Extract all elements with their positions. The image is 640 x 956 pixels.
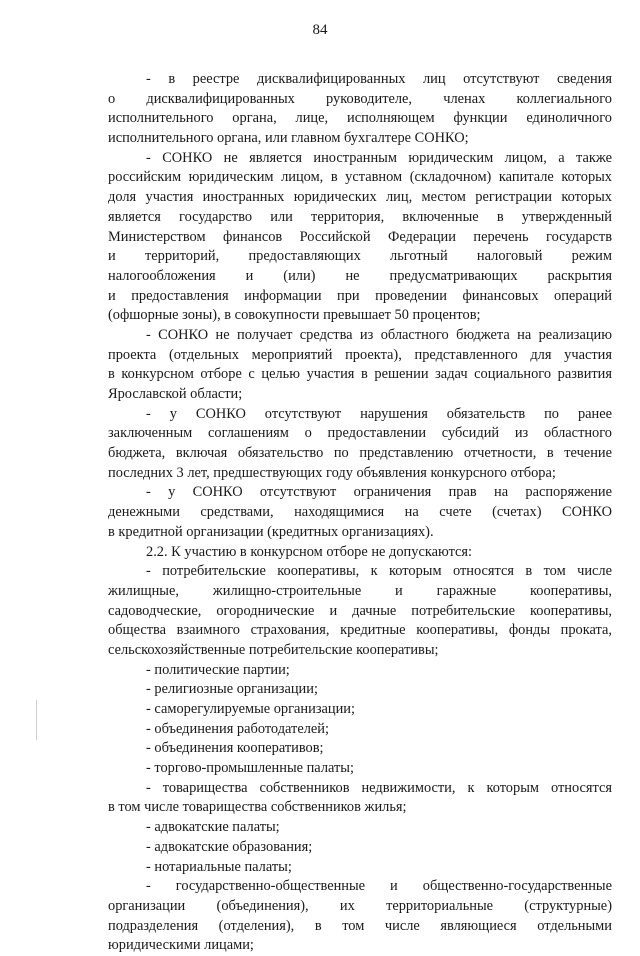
text-line: - адвокатские образования; xyxy=(146,838,313,855)
text-line: - торгово-промышленные палаты; xyxy=(146,760,354,777)
text-line: организации (объединения), их территориальные (структурные) xyxy=(108,897,612,914)
text-line: является государство или территория, включенные в утвержденный xyxy=(108,208,612,225)
text-line: - у СОНКО отсутствуют нарушения обязательств по ранее xyxy=(146,405,612,422)
text-line: - адвокатские палаты; xyxy=(146,819,280,836)
text-line: садоводческие, огороднические и дачные потребительские кооперативы, xyxy=(108,602,612,619)
text-line: последних 3 лет, предшествующих году объявления конкурсного отбора; xyxy=(108,464,556,481)
text-line: и предоставления информации при проведении финансовых операций xyxy=(108,287,612,304)
text-line: Ярославской области; xyxy=(108,386,243,402)
text-line: бюджета, включая обязательство по представлению отчетности, в течение xyxy=(108,445,612,462)
document-body xyxy=(108,70,612,956)
text-line: - саморегулируемые организации; xyxy=(146,701,355,717)
text-line: 2.2. К участию в конкурсном отборе не допускаются: xyxy=(146,543,473,560)
text-line: исполнительного органа, лице, исполняющем функции единоличного xyxy=(108,110,612,127)
text-line: - в реестре дисквалифицированных лиц отсутствуют сведения xyxy=(146,71,612,87)
text-line: исполнительного органа, или главном бухгалтере СОНКО; xyxy=(108,130,469,147)
text-line: доля участия иностранных юридических лиц, местом регистрации которых xyxy=(108,189,612,206)
text-line: заключенным соглашениям о предоставлении субсидий из областного xyxy=(108,425,612,442)
text-line: - объединения работодателей; xyxy=(146,720,329,737)
text-line: - нотариальные палаты; xyxy=(146,858,292,875)
text-line: общества взаимного страхования, кредитные кооперативы, фонды проката, xyxy=(108,622,612,639)
text-line: юридическими лицами; xyxy=(108,937,254,954)
text-line: о дисквалифицированных руководителе, членах коллегиального xyxy=(108,90,612,107)
text-line: - потребительские кооперативы, к которым относятся в том числе xyxy=(146,563,612,580)
text-line: подразделения (отделения), в том числе являющиеся отдельными xyxy=(108,917,612,934)
text-line: - религиозные организации; xyxy=(146,681,318,698)
text-line: в конкурсном отборе с целью участия в решении задач социального развития xyxy=(108,366,612,383)
text-line: Министерством финансов Российской Федерации перечень государств xyxy=(108,228,612,245)
text-line: - СОНКО не получает средства из областного бюджета на реализацию xyxy=(146,326,612,343)
text-line: денежными средствами, находящимися на счете (счетах) СОНКО xyxy=(108,504,612,521)
text-line: и территорий, предоставляющих льготный налоговый режим xyxy=(108,248,612,265)
text-line: - политические партии; xyxy=(146,661,290,678)
text-line: в том числе товарищества собственников жилья; xyxy=(108,799,407,816)
text-line: - государственно-общественные и общественно-государственные xyxy=(146,878,612,895)
text-line: проекта (отдельных мероприятий проекта), представленного для участия xyxy=(108,346,612,363)
text-line: российским юридическим лицом, в уставном (складочном) капитале которых xyxy=(108,169,612,186)
text-line: сельскохозяйственные потребительские кооперативы; xyxy=(108,641,439,658)
text-line: - товарищества собственников недвижимости, к которым относятся xyxy=(146,779,612,796)
page-number: 84 xyxy=(312,22,328,38)
scan-margin-mark xyxy=(36,700,37,740)
text-line: - у СОНКО отсутствуют ограничения прав на распоряжение xyxy=(146,484,612,501)
text-line: - СОНКО не является иностранным юридическим лицом, а также xyxy=(146,149,612,166)
text-line: в кредитной организации (кредитных организациях). xyxy=(108,523,434,540)
text-line: налогообложения и (или) не предусматривающих раскрытия xyxy=(108,267,612,284)
text-line: (офшорные зоны), в совокупности превышает 50 процентов; xyxy=(108,307,481,324)
text-line: жилищные, жилищно-строительные и гаражные кооперативы, xyxy=(108,582,612,599)
text-line: - объединения кооперативов; xyxy=(146,740,324,757)
